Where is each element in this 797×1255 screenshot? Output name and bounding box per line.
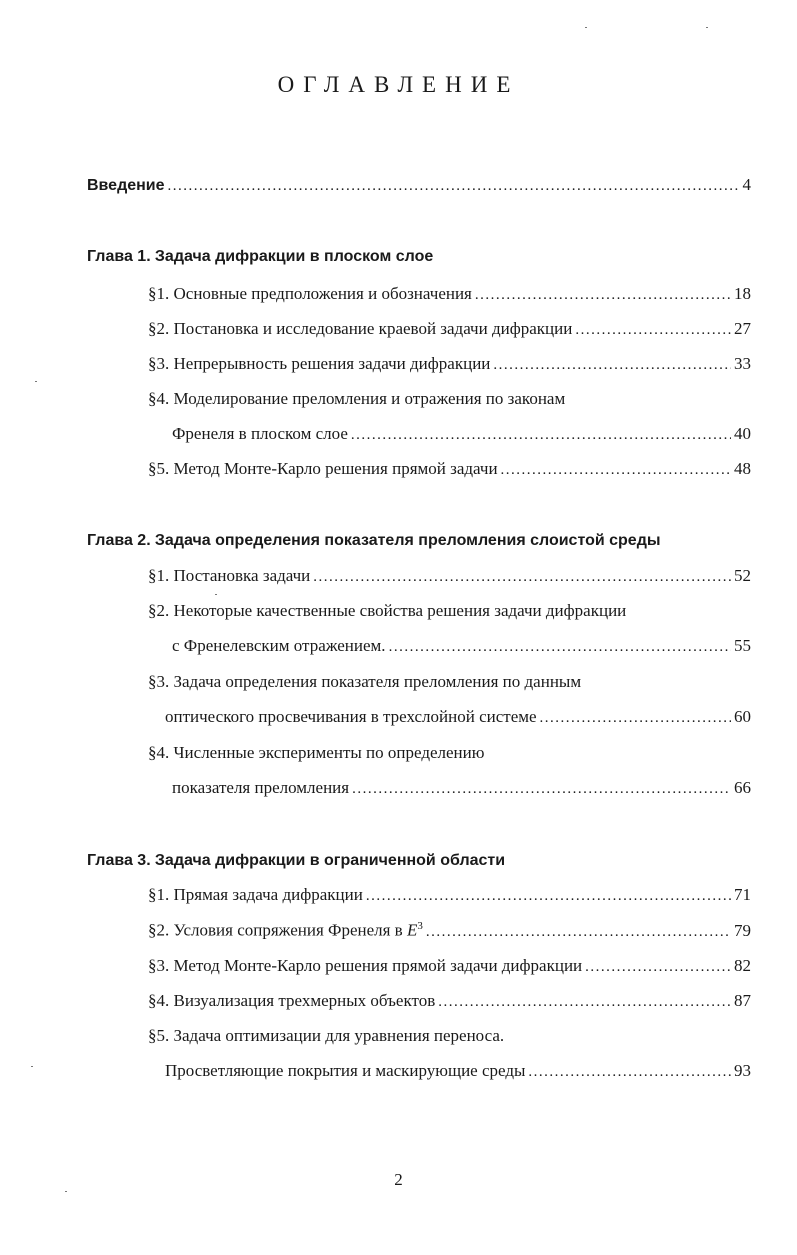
- section-title: Задача оптимизации для уравнения переноса.: [173, 1026, 505, 1045]
- scan-speck: [706, 27, 708, 28]
- section-label: [148, 991, 435, 1011]
- section-number: §3.: [148, 956, 170, 975]
- section-title-cont: показателя преломления: [172, 778, 350, 797]
- section-number: §2.: [148, 319, 170, 338]
- section-title: Численные эксперименты по определению: [173, 743, 485, 762]
- section-number: §1.: [148, 284, 170, 303]
- toc-entry-first-line[interactable]: [148, 1026, 504, 1046]
- page-ref: 27: [734, 319, 751, 338]
- page-ref: 18: [734, 284, 751, 303]
- dot-leader: [313, 569, 731, 586]
- intro-label: Введение: [87, 177, 165, 194]
- page-ref: 82: [734, 956, 751, 975]
- section-number: §5.: [148, 1026, 170, 1045]
- scan-speck: [215, 594, 217, 595]
- page-ref: 40: [734, 424, 751, 443]
- toc-entry[interactable]: [148, 284, 751, 304]
- dot-leader: [540, 710, 731, 727]
- page-ref: 4: [742, 175, 751, 194]
- section-title: Метод Монте-Карло решения прямой задачи: [173, 459, 498, 478]
- section-title-cont: Просветляющие покрытия и маскирующие среды: [165, 1061, 526, 1080]
- section-label: [148, 319, 572, 339]
- toc-entry-intro[interactable]: [87, 175, 751, 195]
- chapter-heading-1[interactable]: [87, 246, 433, 266]
- dot-leader: [168, 178, 738, 195]
- toc-entry[interactable]: [148, 566, 751, 586]
- page-ref: 66: [734, 778, 751, 797]
- chapter-title: Задача определения показателя преломления слоистой среды: [154, 532, 661, 549]
- section-label: [148, 284, 472, 304]
- section-title: Непрерывность решения задачи дифракции: [173, 354, 491, 373]
- section-number: §2.: [148, 601, 170, 620]
- chapter-heading-2[interactable]: [87, 530, 661, 550]
- page-ref: 71: [734, 885, 751, 904]
- dot-leader: [426, 924, 731, 941]
- math-symbol: E: [406, 920, 418, 940]
- section-number: §1.: [148, 885, 170, 904]
- section-title: Задача определения показателя преломления по данным: [173, 672, 582, 691]
- dot-leader: [528, 1064, 731, 1081]
- toc-entry-first-line[interactable]: [148, 601, 626, 621]
- toc-entry[interactable]: [148, 319, 751, 339]
- page-title: ОГЛАВЛЕНИЕ: [277, 72, 520, 97]
- toc-entry[interactable]: [148, 991, 751, 1011]
- section-title-cont: с Френелевским отражением.: [172, 636, 386, 655]
- section-title-cont: Френеля в плоском слое: [172, 424, 348, 443]
- section-number: §3.: [148, 672, 170, 691]
- section-title: Основные предположения и обозначения: [173, 284, 472, 303]
- section-label: [148, 459, 498, 479]
- toc-entry-continuation[interactable]: [172, 778, 751, 798]
- section-number: §4.: [148, 991, 170, 1010]
- page-number: 2: [394, 1170, 403, 1189]
- dot-leader: [493, 357, 731, 374]
- toc-entry[interactable]: [148, 354, 751, 374]
- page-ref: 48: [734, 459, 751, 478]
- page-ref: 93: [734, 1061, 751, 1080]
- toc-entry-first-line[interactable]: [148, 389, 565, 409]
- page-ref: 87: [734, 991, 751, 1010]
- dot-leader: [366, 888, 731, 905]
- section-number: §1.: [148, 566, 170, 585]
- dot-leader: [585, 959, 731, 976]
- dot-leader: [352, 781, 731, 798]
- section-title: Визуализация трехмерных объектов: [173, 991, 436, 1010]
- dot-leader: [575, 322, 731, 339]
- toc-entry[interactable]: [148, 459, 751, 479]
- toc-entry[interactable]: [148, 920, 751, 941]
- chapter-number: Глава 1.: [87, 248, 151, 265]
- toc-entry-first-line[interactable]: [148, 672, 581, 692]
- toc-entry-continuation[interactable]: [172, 636, 751, 656]
- scan-speck: [65, 1191, 67, 1192]
- scan-speck: [35, 381, 37, 382]
- section-number: §4.: [148, 743, 170, 762]
- toc-entry-continuation[interactable]: [172, 424, 751, 444]
- dot-leader: [475, 287, 731, 304]
- section-label: [148, 920, 423, 941]
- section-number: §5.: [148, 459, 170, 478]
- section-label: [148, 885, 363, 905]
- section-number: §3.: [148, 354, 170, 373]
- page-ref: 52: [734, 566, 751, 585]
- section-label: [148, 354, 490, 374]
- section-title: Условия сопряжения Френеля в: [173, 920, 403, 940]
- dot-leader: [389, 639, 731, 656]
- page-ref: 60: [734, 707, 751, 726]
- section-number: §4.: [148, 389, 170, 408]
- page-ref: 79: [734, 920, 751, 940]
- section-title: Метод Монте-Карло решения прямой задачи дифракции: [173, 956, 583, 975]
- math-superscript: 3: [417, 920, 423, 932]
- page-ref: 33: [734, 354, 751, 373]
- section-label: [148, 566, 310, 586]
- toc-entry[interactable]: [148, 885, 751, 905]
- chapter-title: Задача дифракции в ограниченной области: [154, 852, 506, 869]
- dot-leader: [438, 994, 731, 1011]
- dot-leader: [351, 427, 731, 444]
- section-title: Постановка и исследование краевой задачи дифракции: [173, 319, 573, 338]
- dot-leader: [501, 462, 731, 479]
- section-label: [148, 956, 582, 976]
- section-title-cont: оптического просвечивания в трехслойной системе: [165, 707, 537, 726]
- section-title: Прямая задача дифракции: [173, 885, 363, 904]
- scan-speck: [585, 27, 587, 28]
- chapter-number: Глава 2.: [87, 532, 151, 549]
- toc-entry[interactable]: [148, 956, 751, 976]
- section-title: Постановка задачи: [173, 566, 311, 585]
- toc-entry-continuation[interactable]: [165, 1061, 751, 1081]
- scan-speck: [31, 1066, 33, 1067]
- toc-entry-first-line[interactable]: [148, 743, 484, 763]
- page-ref: 55: [734, 636, 751, 655]
- chapter-heading-3[interactable]: [87, 850, 505, 870]
- section-number: §2.: [148, 920, 170, 940]
- chapter-number: Глава 3.: [87, 852, 151, 869]
- chapter-title: Задача дифракции в плоском слое: [154, 248, 434, 265]
- section-title: Моделирование преломления и отражения по законам: [173, 389, 566, 408]
- section-title: Некоторые качественные свойства решения задачи дифракции: [173, 601, 627, 620]
- toc-entry-continuation[interactable]: [165, 707, 751, 727]
